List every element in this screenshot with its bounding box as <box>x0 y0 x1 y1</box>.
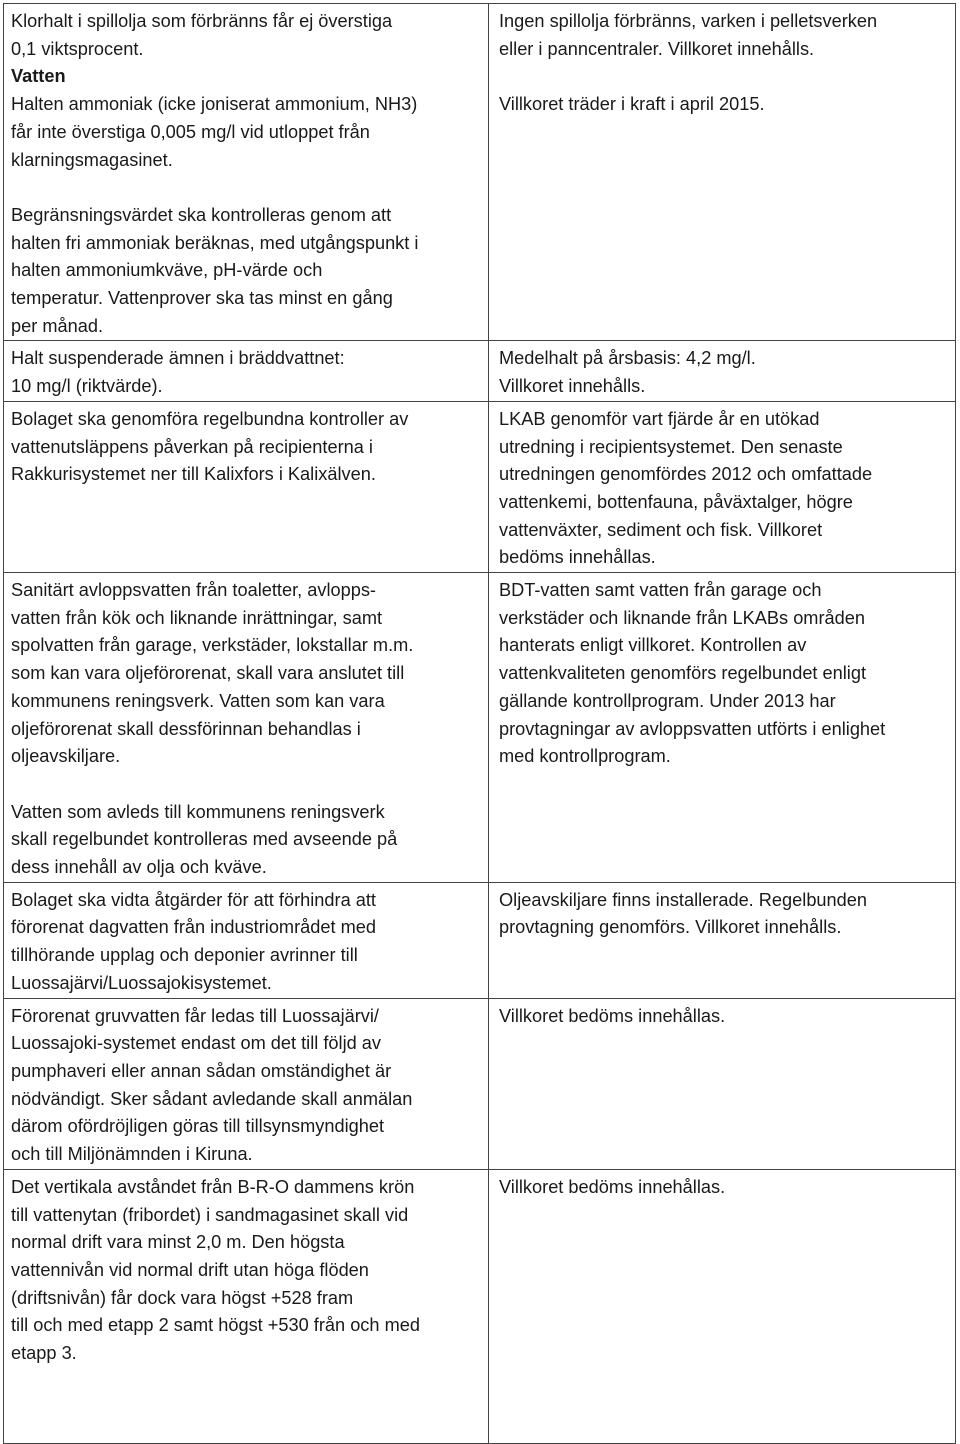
condition-cell <box>4 573 489 883</box>
status-text: BDT-vatten samt vatten från garage och verkstäder och liknande från LKABs områden hanterats enligt villkoret. Kontrollen av vattenkvaliteten genomförs regelbundet enligt gällande kontrollprogram. Under 2013 har provtagningar av avloppsvatten utförts i enlighet med kontrollprogram. <box>499 580 886 767</box>
table-row <box>4 573 956 883</box>
status-text: Villkoret träder i kraft i april 2015. <box>499 94 765 115</box>
table-row <box>4 998 956 1169</box>
table-row <box>4 401 956 572</box>
status-text: Villkoret bedöms innehållas. <box>499 1176 726 1197</box>
status-text: Ingen spillolja förbränns, varken i pelletsverken eller i panncentraler. Villkoret innehålls. <box>499 11 878 59</box>
spacer <box>11 771 481 799</box>
condition-text: Klorhalt i spillolja som förbränns får ej överstiga 0,1 viktsprocent. <box>11 11 393 59</box>
status-cell <box>489 998 956 1169</box>
table-row <box>4 882 956 998</box>
status-cell <box>489 4 956 341</box>
condition-cell <box>4 998 489 1169</box>
spacer <box>499 63 948 91</box>
section-heading-vatten: Vatten <box>11 66 66 87</box>
condition-text: Vatten som avleds till kommunens reningsverk skall regelbundet kontrolleras med avseende på dess innehåll av olja och kväve. <box>11 801 398 878</box>
condition-text: Bolaget ska genomföra regelbundna kontroller av vattenutsläppens påverkan på recipienterna i Rakkurisystemet ner till Kalixfors i Kalixälven. <box>11 408 409 485</box>
condition-text: Bolaget ska vidta åtgärder för att förhindra att förorenat dagvatten från industriområdet med tillhörande upplag och deponier avrinner till Luossajärvi/Luossajokisystemet. <box>11 889 376 993</box>
status-text: Medelhalt på årsbasis: 4,2 mg/l. Villkoret innehålls. <box>499 348 756 397</box>
status-cell <box>489 573 956 883</box>
status-cell <box>489 882 956 998</box>
status-text: LKAB genomför vart fjärde år en utökad utredning i recipientsystemet. Den senaste utredningen genomfördes 2012 och omfattade vattenkemi, bottenfauna, påväxtalger, högre vattenväxter, sediment och fisk. Villkoret bedöms innehållas. <box>499 408 873 568</box>
condition-text: Halten ammoniak (icke joniserat ammonium, NH3) får inte överstiga 0,005 mg/l vid utloppet från klarningsmagasinet. <box>11 94 418 170</box>
condition-cell <box>4 401 489 572</box>
condition-text: Sanitärt avloppsvatten från toaletter, avlopps- vatten från kök och liknande inrättningar, samt spolvatten från garage, verkstäder, lokstallar m.m. som kan vara oljeförorenat, skall vara anslutet till kommunens reningsverk. Vatten som kan vara oljeförorenat skall dessförinnan behandlas i oljeavskiljare. <box>11 580 414 767</box>
condition-cell <box>4 4 489 341</box>
table-row <box>4 4 956 341</box>
condition-text: Halt suspenderade ämnen i bräddvattnet: 10 mg/l (riktvärde). <box>11 348 345 397</box>
table-row <box>4 341 956 401</box>
status-cell <box>489 341 956 401</box>
spacer <box>11 174 481 202</box>
status-text: Villkoret bedöms innehållas. <box>499 1005 726 1026</box>
condition-cell <box>4 1169 489 1443</box>
condition-text: Förorenat gruvvatten får ledas till Luossajärvi/ Luossajoki-systemet endast om det till följd av pumphaveri eller annan sådan omständighet är nödvändigt. Sker sådant avledande skall anmälan därom ofördröjligen göras till tillsynsmyndighet och till Miljönämnden i Kiruna. <box>11 1005 413 1165</box>
condition-cell <box>4 882 489 998</box>
condition-cell <box>4 341 489 401</box>
condition-text: Det vertikala avståndet från B-R-O dammens krön till vattenytan (fribordet) i sandmagasinet skall vid normal drift vara minst 2,0 m. Den högsta vattennivån vid normal drift utan höga flöden (driftsnivån) får dock vara högst +528 fram till och med etapp 2 samt högst +530 från och med etapp 3. <box>11 1176 420 1364</box>
table-row <box>4 1169 956 1443</box>
condition-text: Begränsningsvärdet ska kontrolleras genom att halten fri ammoniak beräknas, med utgångspunkt i halten ammoniumkväve, pH-värde och temperatur. Vattenprover ska tas minst en gång per månad. <box>11 204 419 336</box>
status-cell <box>489 1169 956 1443</box>
status-cell <box>489 401 956 572</box>
status-text: Oljeavskiljare finns installerade. Regelbunden provtagning genomförs. Villkoret innehålls. <box>499 889 868 938</box>
conditions-table <box>3 3 956 1444</box>
